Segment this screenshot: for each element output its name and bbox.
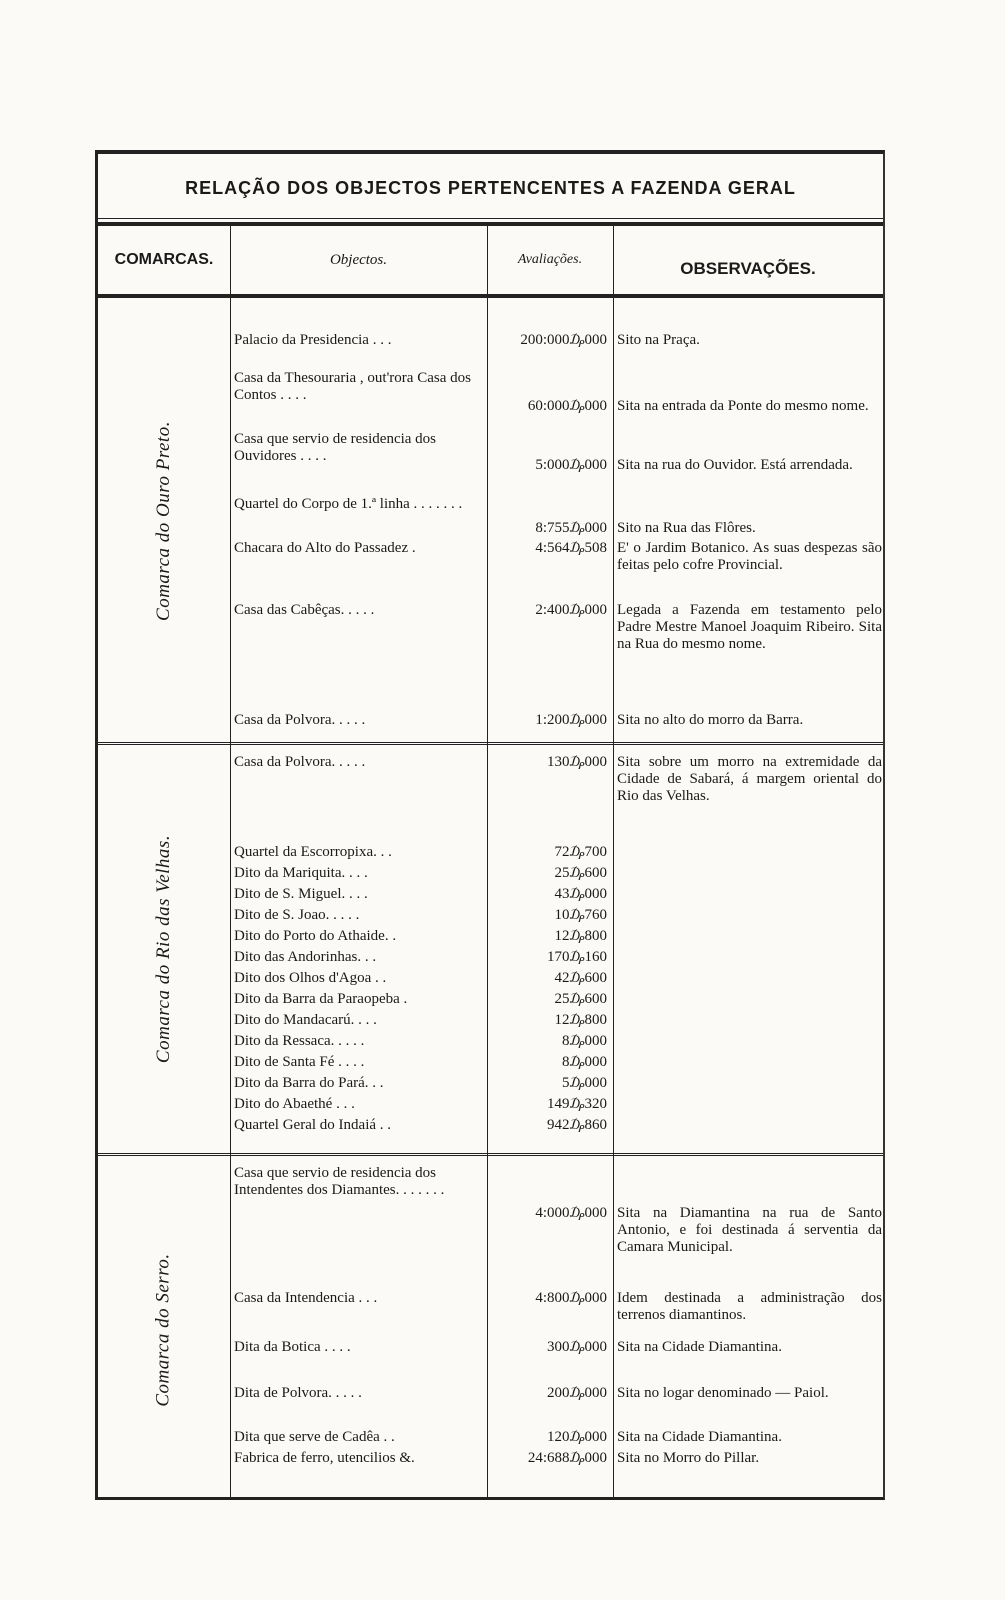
row-value: 149₯320: [547, 1096, 607, 1112]
row-value: 12₯800: [554, 928, 607, 944]
row-observation: Legada a Fazenda em testamento pelo Padre Mestre Manoel Joaquim Ribeiro. Sita na Rua do mesmo nome.: [617, 602, 882, 652]
row-object: Casa da Polvora. . . . .: [234, 754, 366, 770]
row-object: Quartel do Corpo de 1.ª linha . . . . . . .: [234, 496, 463, 512]
row-value: 200:000₯000: [520, 332, 607, 348]
row-object: Dita que serve de Cadêa . .: [234, 1429, 395, 1445]
row-value: 4:564₯508: [535, 540, 607, 556]
row-value: 130₯000: [547, 754, 607, 770]
row-observation: E' o Jardim Botanico. As suas despezas são feitas pelo cofre Provincial.: [617, 540, 882, 573]
row-object: Quartel Geral do Indaiá . .: [234, 1117, 392, 1133]
row-value: 200₯000: [547, 1385, 607, 1401]
row-value: 170₯160: [547, 949, 607, 965]
row-object: Fabrica de ferro, utencilios &.: [234, 1450, 415, 1466]
section-divider: [98, 742, 883, 745]
row-value: 4:000₯000: [535, 1205, 607, 1221]
row-value: 42₯600: [554, 970, 607, 986]
row-object: Dito do Abaethé . . .: [234, 1096, 355, 1112]
row-value: 24:688₯000: [527, 1450, 607, 1466]
row-value: 4:800₯000: [535, 1290, 607, 1306]
section-divider: [98, 1153, 883, 1156]
row-value: 5:000₯000: [535, 457, 607, 473]
row-object: Casa das Cabêças. . . . .: [234, 602, 375, 618]
row-value: 8:755₯000: [535, 520, 607, 536]
row-observation: Sita no alto do morro da Barra.: [617, 712, 804, 728]
row-object: Dito do Porto do Athaide. .: [234, 928, 397, 944]
row-object: Dito de Santa Fé . . . .: [234, 1054, 365, 1070]
section-name: Comarca do Serro.: [153, 1252, 175, 1407]
header-comarcas: COMARCAS.: [98, 226, 231, 294]
row-observation: Sita na Cidade Diamantina.: [617, 1339, 782, 1355]
row-object: Chacara do Alto do Passadez .: [234, 540, 416, 556]
row-object: Palacio da Presidencia . . .: [234, 332, 392, 348]
row-value: 300₯000: [547, 1339, 607, 1355]
row-object: Casa que servio de residencia dos Ouvidores . . . .: [234, 431, 437, 464]
header-observacoes: OBSERVAÇÕES.: [680, 259, 816, 278]
row-object: Dito de S. Miguel. . . .: [234, 886, 368, 902]
row-observation: Sita na Diamantina na rua de Santo Antonio, e foi destinada á serventia da Camara Municipal.: [617, 1205, 882, 1255]
section-ouro-preto: [98, 298, 883, 743]
section-serro: [98, 1157, 883, 1502]
row-object: Dito da Barra do Pará. . .: [234, 1075, 384, 1091]
row-value: 1:200₯000: [535, 712, 607, 728]
header-avaliacoes: Avaliações.: [487, 226, 614, 294]
row-observation: Sita na entrada da Ponte do mesmo nome.: [617, 398, 869, 414]
row-value: 60:000₯000: [527, 398, 607, 414]
section-rio-das-velhas: [98, 746, 883, 1152]
row-observation: Sito na Rua das Flôres.: [617, 520, 756, 536]
row-observation: Sita na Cidade Diamantina.: [617, 1429, 782, 1445]
row-object: Casa que servio de residencia dos Intendentes dos Diamantes. . . . . . .: [234, 1165, 445, 1198]
row-value: 2:400₯000: [535, 602, 607, 618]
row-observation: Sito na Praça.: [617, 332, 700, 348]
row-value: 12₯800: [554, 1012, 607, 1028]
row-value: 942₯860: [547, 1117, 607, 1133]
row-object: Dito dos Olhos d'Agoa . .: [234, 970, 387, 986]
row-value: 8₯000: [562, 1033, 607, 1049]
document-title: RELAÇÃO DOS OBJECTOS PERTENCENTES A FAZENDA GERAL: [98, 154, 883, 226]
row-value: 120₯000: [547, 1429, 607, 1445]
row-observation: Sita sobre um morro na extremidade da Cidade de Sabará, á margem oriental do Rio das Velhas.: [617, 754, 882, 804]
row-value: 8₯000: [562, 1054, 607, 1070]
row-object: Dito das Andorinhas. . .: [234, 949, 377, 965]
table-body: [98, 298, 883, 1497]
row-value: 72₯700: [554, 844, 607, 860]
row-value: 10₯760: [554, 907, 607, 923]
section-name: Comarca do Rio das Velhas.: [153, 834, 174, 1064]
row-object: Dito da Ressaca. . . . .: [234, 1033, 365, 1049]
row-object: Dito de S. Joao. . . . .: [234, 907, 360, 923]
row-object: Dita de Polvora. . . . .: [234, 1385, 362, 1401]
row-observation: Idem destinada a administração dos terrenos diamantinos.: [617, 1290, 882, 1323]
section-name: Comarca do Ouro Preto.: [153, 420, 174, 621]
row-object: Casa da Intendencia . . .: [234, 1290, 378, 1306]
row-object: Casa da Thesouraria , out'rora Casa dos Contos . . . .: [234, 370, 471, 403]
row-value: 25₯600: [554, 865, 607, 881]
header-objectos: Objectos.: [230, 226, 488, 294]
row-value: 25₯600: [554, 991, 607, 1007]
row-observation: Sita no Morro do Pillar.: [617, 1450, 760, 1466]
section-label: [98, 298, 230, 743]
row-value: 5₯000: [562, 1075, 607, 1091]
row-object: Dita da Botica . . . .: [234, 1339, 351, 1355]
row-observation: Sita no logar denominado — Paiol.: [617, 1385, 829, 1401]
row-observation: Sita na rua do Ouvidor. Está arrendada.: [617, 457, 853, 473]
row-value: 43₯000: [554, 886, 607, 902]
row-object: Quartel da Escorropixa. . .: [234, 844, 392, 860]
section-label: [98, 1157, 230, 1502]
section-label: [98, 746, 230, 1152]
document-table: [95, 150, 885, 1500]
row-object: Dito da Barra da Paraopeba .: [234, 991, 408, 1007]
row-object: Casa da Polvora. . . . .: [234, 712, 366, 728]
row-object: Dito da Mariquita. . . .: [234, 865, 368, 881]
table-header: [98, 226, 883, 298]
row-object: Dito do Mandacarú. . . .: [234, 1012, 377, 1028]
